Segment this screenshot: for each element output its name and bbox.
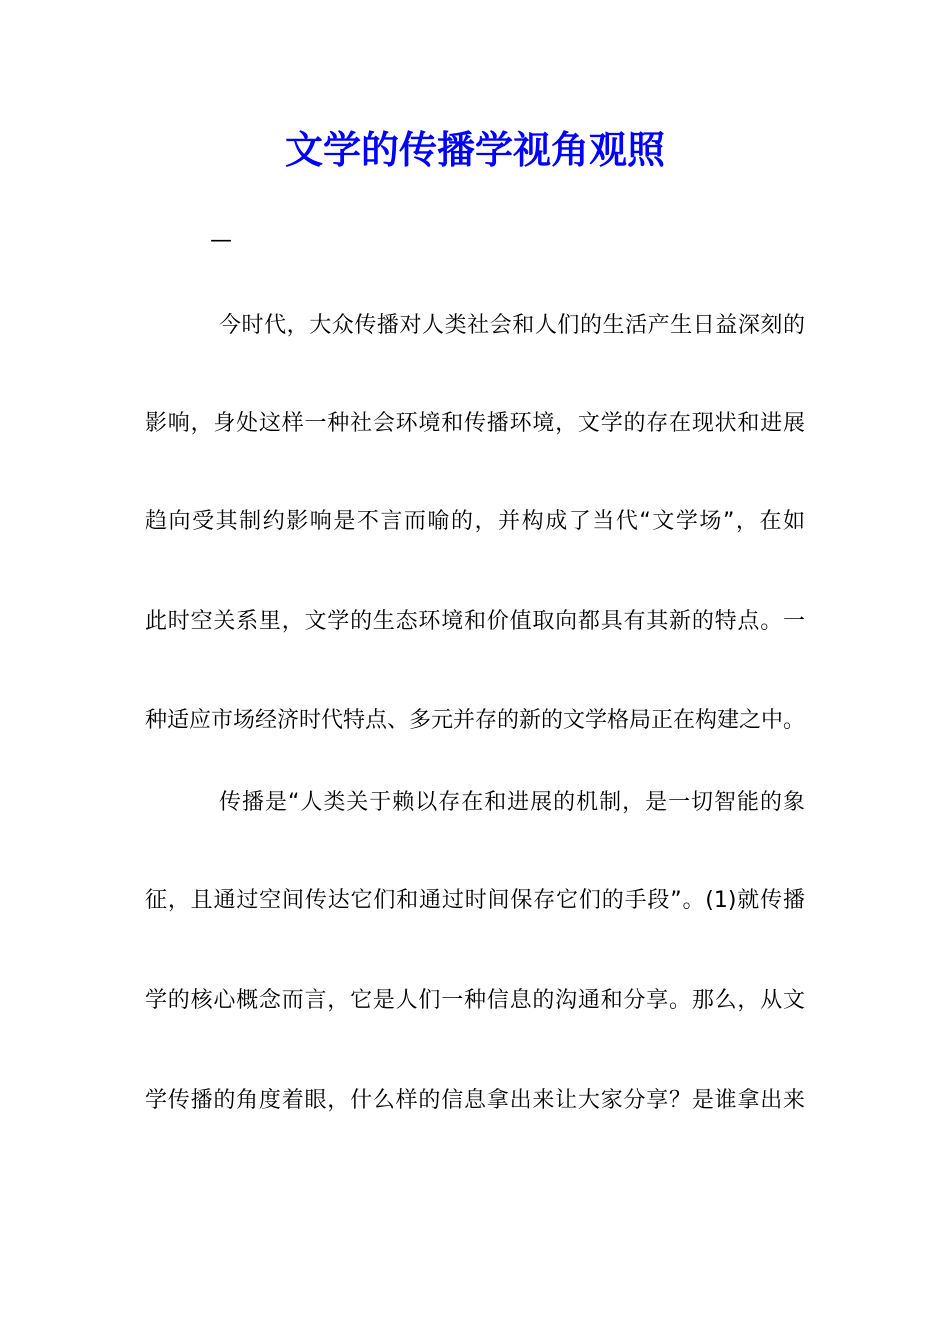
section-marker: — bbox=[210, 228, 232, 253]
paragraph-1-line-2: 影响，身处这样一种社会环境和传播环境，文学的存在现状和进展 bbox=[145, 411, 805, 436]
document-title: 文学的传播学视角观照 bbox=[284, 127, 665, 172]
paragraph-1-line-1: 今时代，大众传播对人类社会和人们的生活产生日益深刻的 bbox=[219, 313, 805, 338]
paragraph-2-line-4: 学传播的角度着眼，什么样的信息拿出来让大家分享？是谁拿出来 bbox=[145, 1088, 805, 1113]
paragraph-2-line-1: 传播是“人类关于赖以存在和进展的机制，是一切智能的象 bbox=[219, 790, 805, 815]
paragraph-1-line-3: 趋向受其制约影响是不言而喻的，并构成了当代“文学场”，在如 bbox=[145, 509, 805, 534]
paragraph-1-line-4: 此时空关系里，文学的生态环境和价值取向都具有其新的特点。一 bbox=[145, 609, 805, 634]
paragraph-2-line-3: 学的核心概念而言，它是人们一种信息的沟通和分享。那么，从文 bbox=[145, 988, 805, 1013]
paragraph-2-line-2: 征，且通过空间传达它们和通过时间保存它们的手段”。(1)就传播 bbox=[145, 888, 805, 913]
paragraph-1-line-5: 种适应市场经济时代特点、多元并存的新的文学格局正在构建之中。 bbox=[145, 708, 806, 733]
